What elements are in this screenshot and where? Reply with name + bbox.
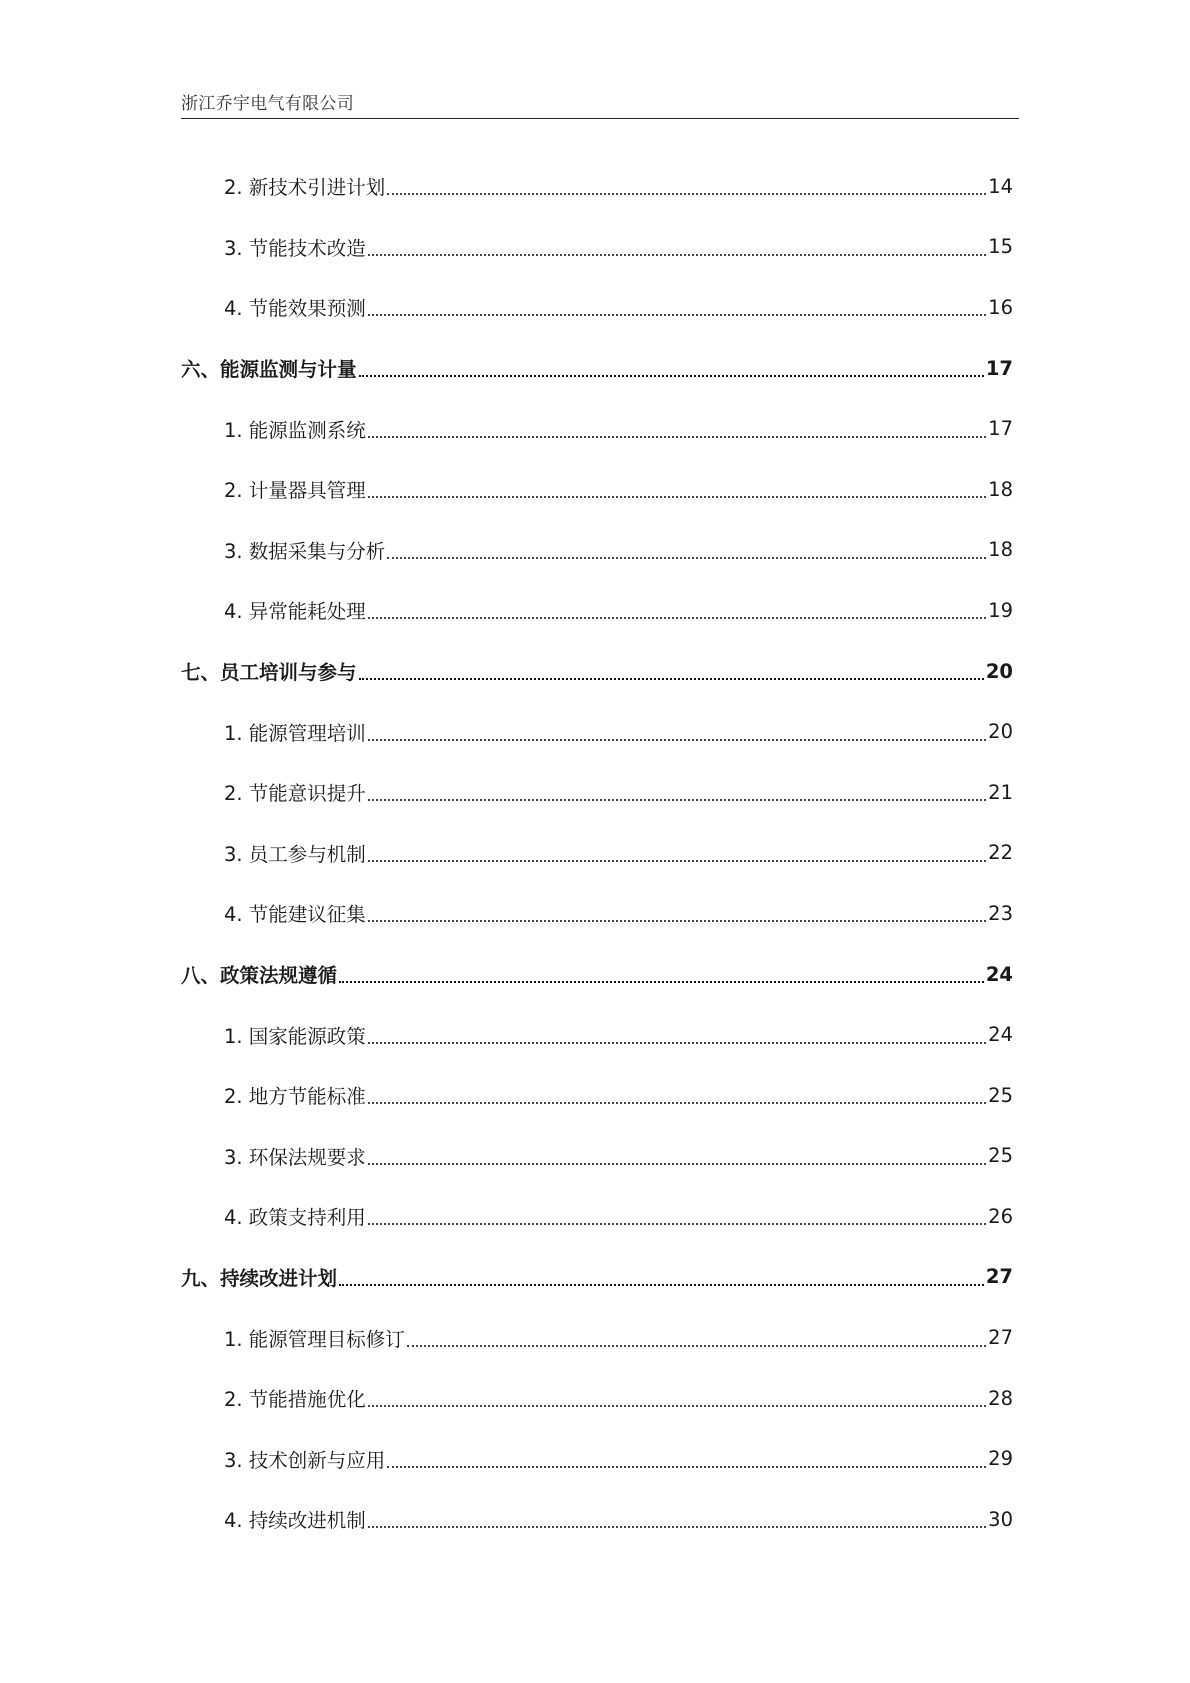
toc-chapter-entry[interactable] — [181, 338, 1019, 399]
toc-page-number: 17 — [985, 356, 1013, 380]
toc-page-number: 18 — [988, 538, 1013, 562]
toc-entry-title: 2. 计量器具管理 — [224, 479, 366, 503]
toc-dot-leader — [387, 1466, 986, 1468]
toc-entry-title: 1. 国家能源政策 — [224, 1024, 366, 1048]
company-name: 浙江乔宇电气有限公司 — [181, 94, 354, 114]
toc-entry-title: 2. 新技术引进计划 — [224, 176, 386, 200]
toc-page-number: 22 — [988, 841, 1013, 865]
toc-page-number: 26 — [988, 1204, 1013, 1228]
toc-entry-title: 2. 节能意识提升 — [224, 782, 366, 806]
toc-entry-title: 4. 节能效果预测 — [224, 297, 366, 321]
toc-page-number: 21 — [988, 780, 1013, 804]
toc-dot-leader — [368, 254, 986, 256]
toc-dot-leader — [368, 1042, 986, 1044]
toc-section-entry[interactable] — [181, 520, 1019, 581]
toc-section-entry[interactable] — [181, 580, 1019, 641]
toc-dot-leader — [368, 860, 986, 862]
toc-page-number: 29 — [988, 1447, 1013, 1471]
toc-page-number: 27 — [985, 1265, 1013, 1289]
toc-dot-leader — [368, 739, 986, 741]
toc-dot-leader — [368, 1405, 986, 1407]
toc-entry-title: 2. 地方节能标准 — [224, 1085, 366, 1109]
toc-entry-title: 2. 节能措施优化 — [224, 1388, 366, 1412]
toc-entry-title: 3. 数据采集与分析 — [224, 539, 386, 563]
toc-page-number: 27 — [988, 1326, 1013, 1350]
toc-section-entry[interactable] — [181, 217, 1019, 278]
toc-page-number: 20 — [985, 659, 1013, 683]
toc-section-entry[interactable] — [181, 1065, 1019, 1126]
toc-dot-leader — [368, 1223, 986, 1225]
toc-entry-title: 七、员工培训与参与 — [181, 661, 357, 685]
toc-section-entry[interactable] — [181, 459, 1019, 520]
toc-dot-leader — [368, 496, 986, 498]
toc-page-number: 18 — [988, 477, 1013, 501]
toc-page-number: 17 — [988, 417, 1013, 441]
toc-entry-title: 1. 能源管理目标修订 — [224, 1327, 405, 1351]
toc-section-entry[interactable] — [181, 1489, 1019, 1550]
toc-page-number: 30 — [988, 1507, 1013, 1531]
toc-entry-title: 4. 政策支持利用 — [224, 1206, 366, 1230]
toc-entry-title: 3. 节能技术改造 — [224, 236, 366, 260]
toc-dot-leader — [359, 375, 984, 377]
toc-section-entry[interactable] — [181, 1004, 1019, 1065]
toc-dot-leader — [407, 1345, 986, 1347]
toc-dot-leader — [339, 1284, 984, 1286]
toc-entry-title: 3. 技术创新与应用 — [224, 1448, 386, 1472]
toc-entry-title: 1. 能源管理培训 — [224, 721, 366, 745]
toc-section-entry[interactable] — [181, 823, 1019, 884]
toc-dot-leader — [387, 193, 986, 195]
toc-page-number: 24 — [988, 1023, 1013, 1047]
toc-page-number: 23 — [988, 901, 1013, 925]
page-header — [181, 86, 1019, 119]
toc-dot-leader — [368, 436, 986, 438]
toc-section-entry[interactable] — [181, 762, 1019, 823]
toc-entry-title: 4. 持续改进机制 — [224, 1509, 366, 1533]
toc-dot-leader — [368, 314, 986, 316]
table-of-contents — [181, 156, 1019, 1550]
toc-page-number: 14 — [988, 174, 1013, 198]
toc-entry-title: 八、政策法规遵循 — [181, 964, 338, 988]
toc-page-number: 25 — [988, 1083, 1013, 1107]
toc-dot-leader — [368, 617, 986, 619]
toc-section-entry[interactable] — [181, 701, 1019, 762]
toc-section-entry[interactable] — [181, 883, 1019, 944]
toc-section-entry[interactable] — [181, 398, 1019, 459]
toc-page-number: 16 — [988, 295, 1013, 319]
toc-section-entry[interactable] — [181, 1307, 1019, 1368]
toc-dot-leader — [387, 557, 986, 559]
toc-page-number: 20 — [988, 720, 1013, 744]
toc-entry-title: 九、持续改进计划 — [181, 1266, 338, 1290]
toc-section-entry[interactable] — [181, 156, 1019, 217]
toc-dot-leader — [368, 1102, 986, 1104]
toc-dot-leader — [339, 981, 984, 983]
toc-chapter-entry[interactable] — [181, 641, 1019, 702]
toc-section-entry[interactable] — [181, 277, 1019, 338]
toc-dot-leader — [359, 678, 984, 680]
toc-entry-title: 4. 异常能耗处理 — [224, 600, 366, 624]
toc-entry-title: 3. 环保法规要求 — [224, 1145, 366, 1169]
toc-section-entry[interactable] — [181, 1428, 1019, 1489]
toc-page-number: 24 — [985, 962, 1013, 986]
toc-page-number: 19 — [988, 598, 1013, 622]
toc-entry-title: 1. 能源监测系统 — [224, 418, 366, 442]
toc-page-number: 15 — [988, 235, 1013, 259]
toc-dot-leader — [368, 1526, 986, 1528]
toc-chapter-entry[interactable] — [181, 944, 1019, 1005]
toc-entry-title: 六、能源监测与计量 — [181, 358, 357, 382]
toc-entry-title: 3. 员工参与机制 — [224, 842, 366, 866]
toc-page-number: 25 — [988, 1144, 1013, 1168]
toc-section-entry[interactable] — [181, 1368, 1019, 1429]
toc-entry-title: 4. 节能建议征集 — [224, 903, 366, 927]
toc-dot-leader — [368, 799, 986, 801]
toc-section-entry[interactable] — [181, 1126, 1019, 1187]
toc-section-entry[interactable] — [181, 1186, 1019, 1247]
toc-chapter-entry[interactable] — [181, 1247, 1019, 1308]
toc-dot-leader — [368, 1163, 986, 1165]
toc-page-number: 28 — [988, 1386, 1013, 1410]
toc-dot-leader — [368, 920, 986, 922]
